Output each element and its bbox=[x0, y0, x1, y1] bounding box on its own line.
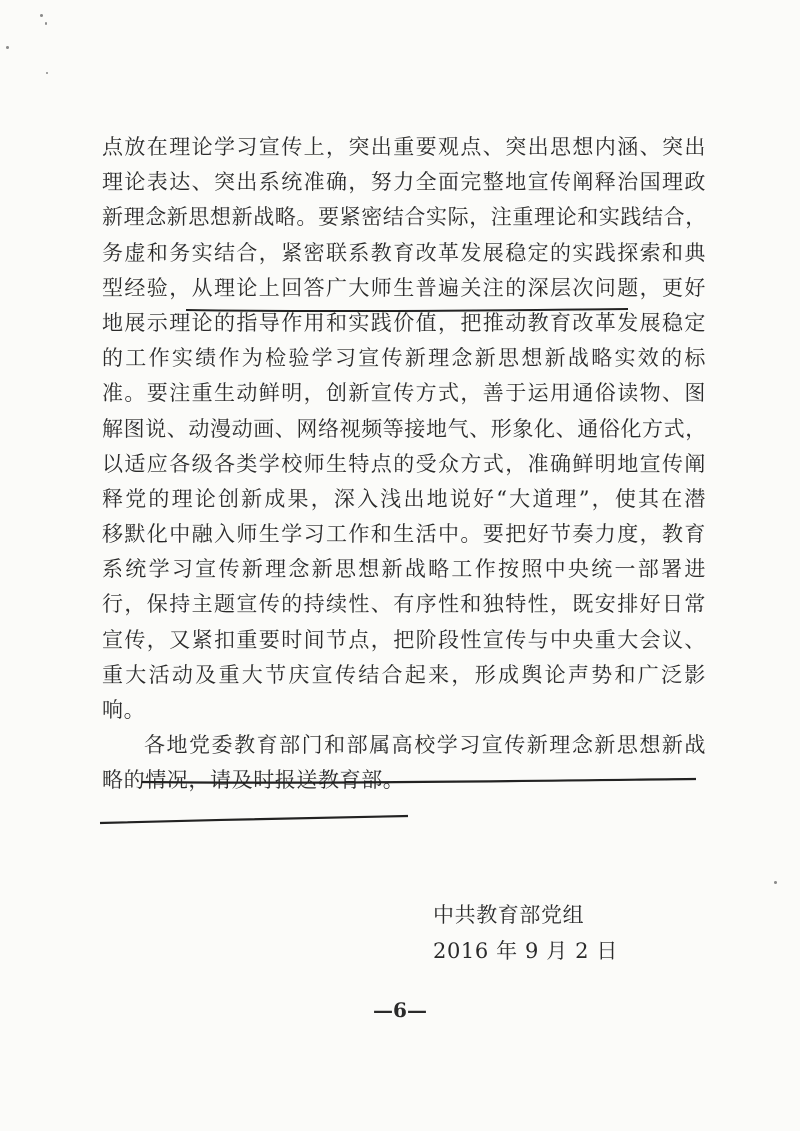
text-line: 响。 bbox=[102, 698, 146, 722]
text-line: 理论表达、突出系统准确，努力全面完整地宣传阐释治国理政 bbox=[102, 170, 706, 195]
text-line: 新理念新思想新战略。要紧密结合实际，注重理论和实践结合， bbox=[102, 205, 707, 230]
text-line: 的工作实绩作为检验学习宣传新理念新思想新战略实效的标 bbox=[102, 346, 706, 371]
underline-mark bbox=[186, 309, 628, 311]
underline-mark bbox=[100, 816, 408, 823]
text-line: 准。要注重生动鲜明，创新宣传方式，善于运用通俗读物、图 bbox=[102, 381, 706, 406]
text-line: 以适应各级各类学校师生特点的受众方式，准确鲜明地宣传阐 bbox=[102, 451, 706, 476]
text-line: 略的情况，请及时报送教育部。 bbox=[102, 768, 405, 793]
text-line: 各地党委教育部门和部属高校学习宣传新理念新思想新战 bbox=[144, 733, 706, 758]
signature-block bbox=[433, 897, 618, 969]
text-line: 解图说、动漫动画、网络视频等接地气、形象化、通俗化方式， bbox=[102, 416, 707, 441]
text-line: 行，保持主题宣传的持续性、有序性和独特性，既安排好日常 bbox=[102, 592, 706, 617]
text-line: 系统学习宣传新理念新思想新战略工作按照中央统一部署进 bbox=[102, 557, 706, 582]
text-line: 重大活动及重大节庆宣传结合起来，形成舆论声势和广泛影 bbox=[102, 662, 706, 687]
text-line: 点放在理论学习宣传上，突出重要观点、突出思想内涵、突出 bbox=[102, 135, 706, 159]
text-line: 移默化中融入师生学习工作和生活中。要把好节奏力度，教育 bbox=[102, 522, 706, 547]
underline-mark bbox=[142, 779, 696, 783]
page-number: —6— bbox=[373, 998, 427, 1022]
text-line: 地展示理论的指导作用和实践价值，把推动教育改革发展稳定 bbox=[102, 310, 706, 335]
signature-organization: 中共教育部党组 bbox=[433, 903, 585, 927]
text-line: 型经验，从理论上回答广大师生普遍关注的深层次问题，更好 bbox=[102, 275, 706, 300]
signature-date: 2016 年 9 月 2 日 bbox=[433, 939, 618, 963]
text-line: 释党的理论创新成果，深入浅出地说好“大道理”，使其在潜 bbox=[102, 486, 706, 511]
text-line: 务虚和务实结合，紧密联系教育改革发展稳定的实践探索和典 bbox=[102, 240, 706, 265]
text-line: 宣传，又紧扣重要时间节点，把阶段性宣传与中央重大会议、 bbox=[102, 627, 706, 652]
